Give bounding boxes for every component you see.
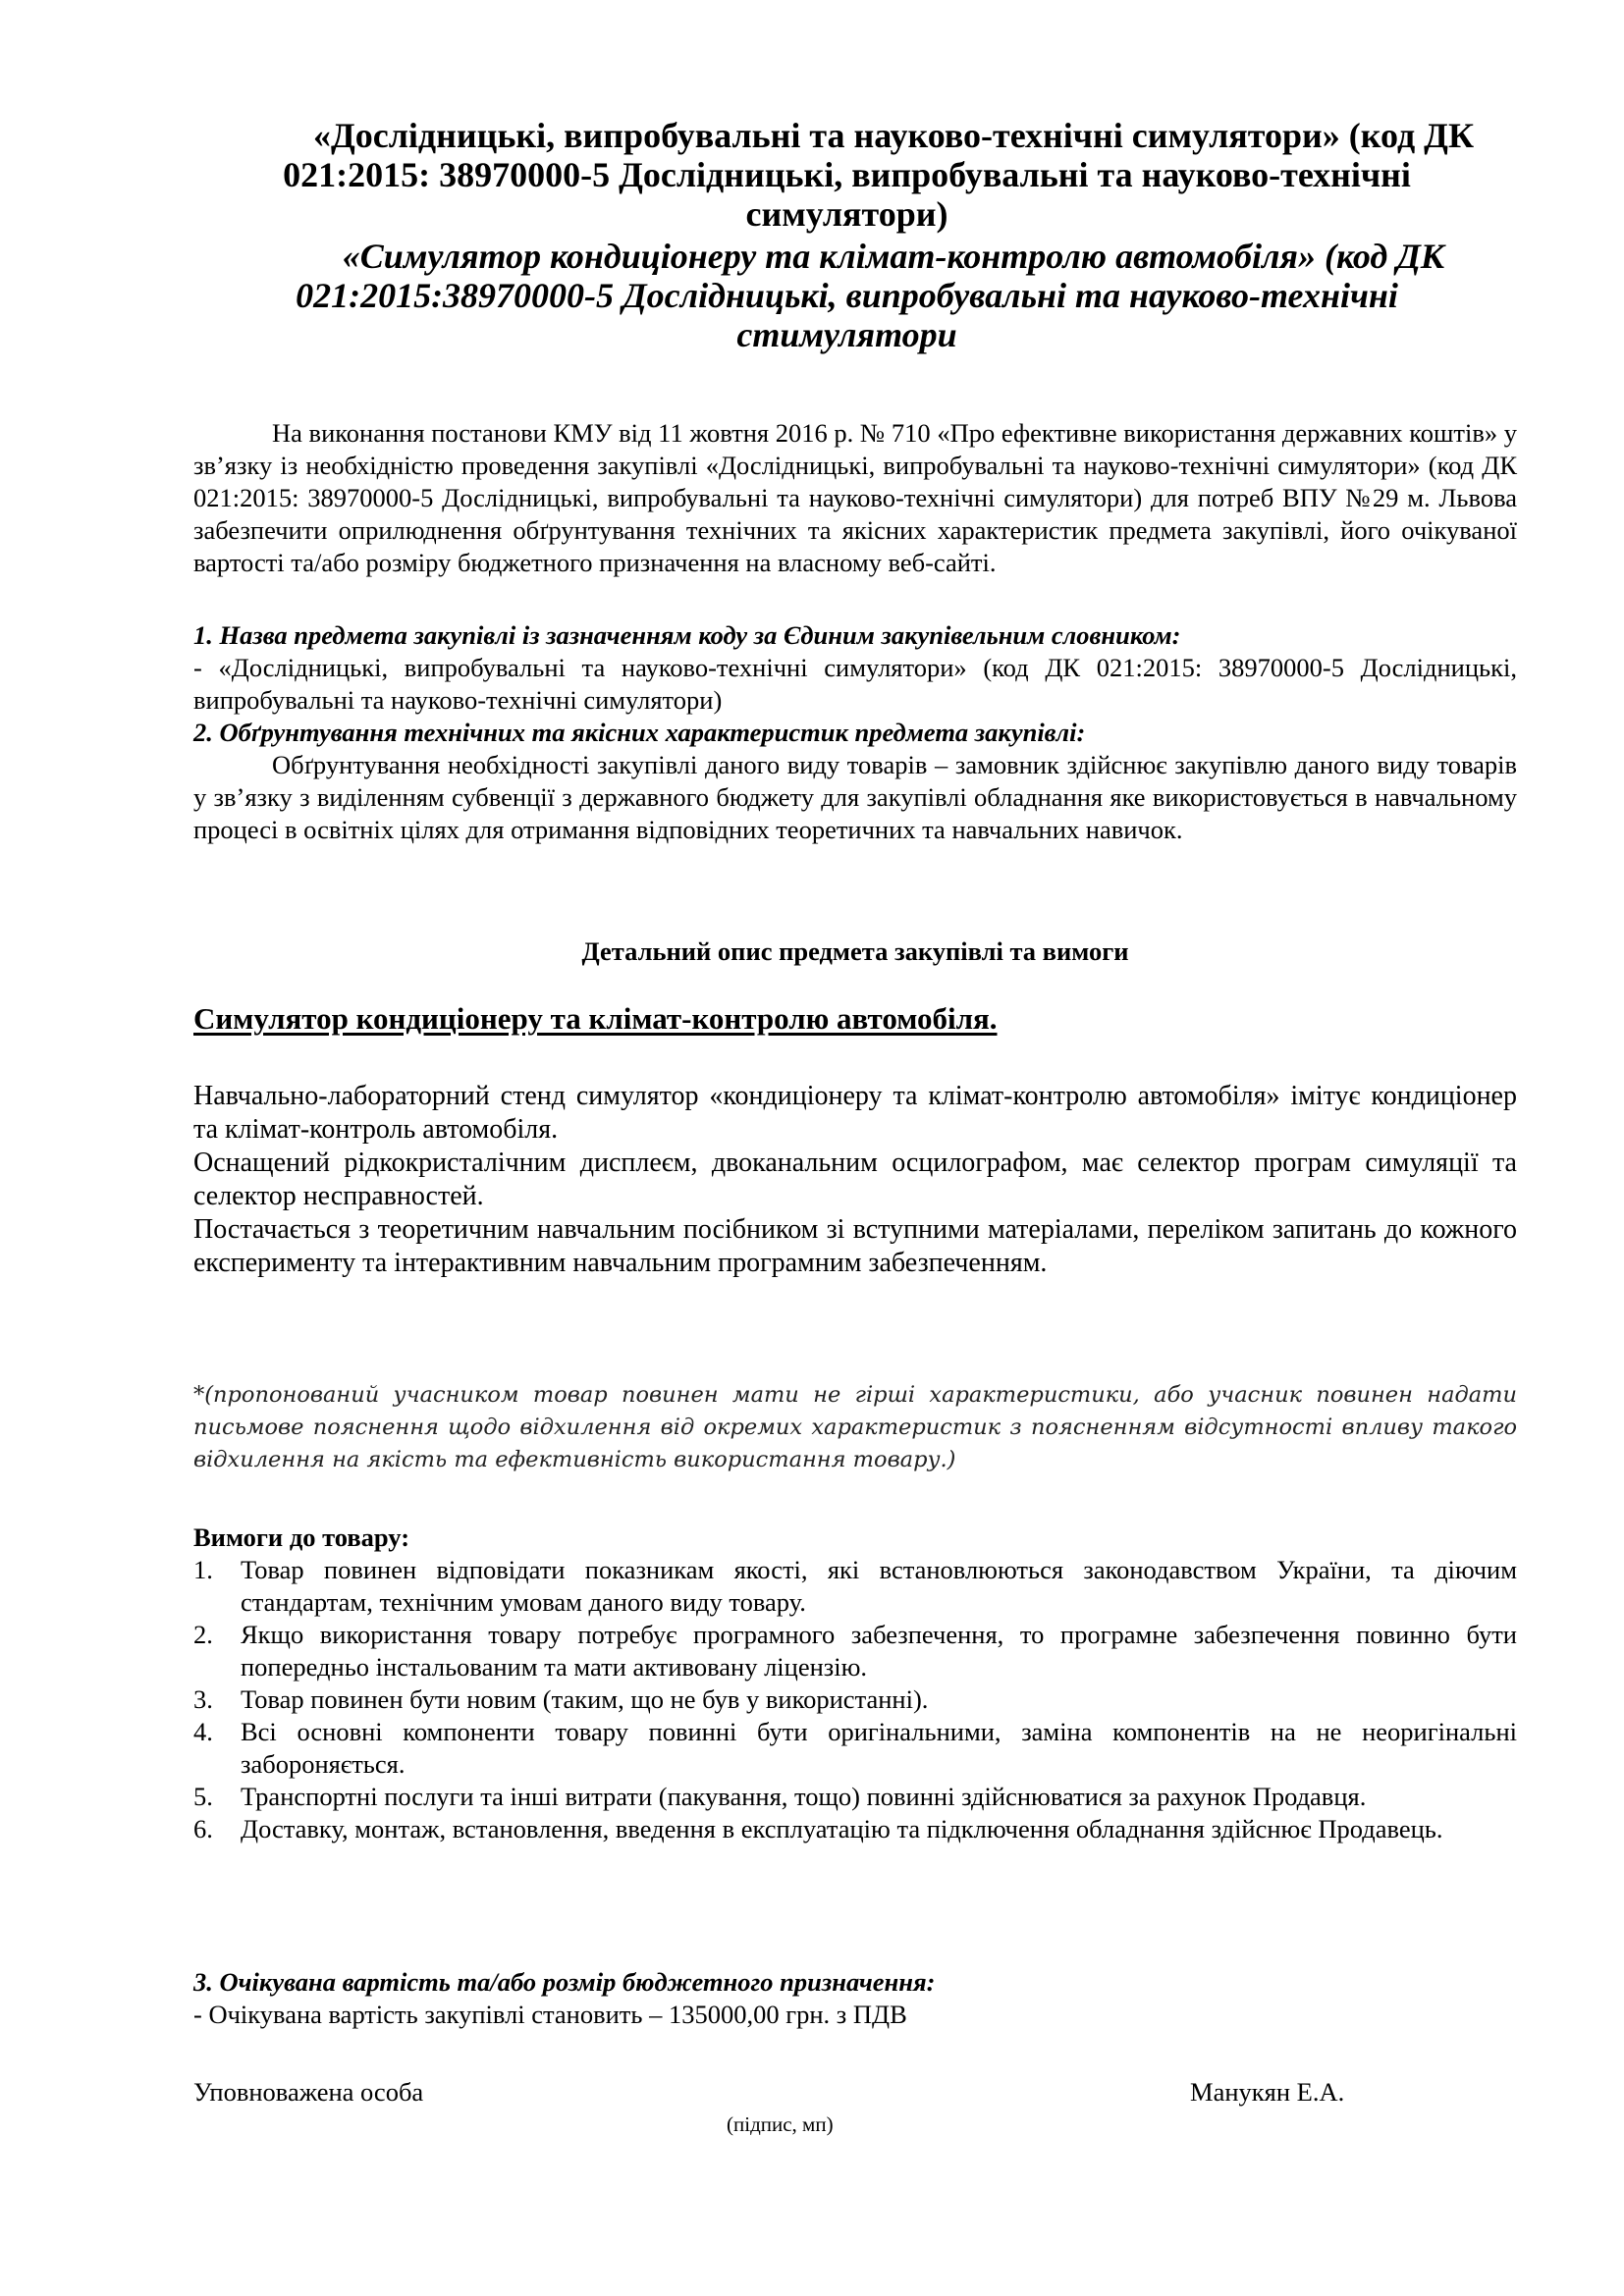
description-paragraph: Навчально-лабораторний стенд симулятор «кондиціонеру та клімат-контролю автомобіля» імітує кондиціонер та клімат-контроль автомобіля.	[193, 1081, 1517, 1145]
list-item-text: Всі основні компоненти товару повинні бути оригінальними, заміна компонентів на не неоригінальні забороняється.	[241, 1717, 1517, 1779]
signature-note: (підпис, мп)	[727, 2112, 834, 2136]
signer-name: Манукян Е.А.	[1190, 2077, 1345, 2107]
section-2-body: Обґрунтування необхідності закупівлі даного виду товарів – замовник здійснює закупівлю даного виду товарів у зв’язку з виділенням субвенції з державного бюджету для закупівлі обладнання яке використовується в навчальному процесі в освітніх цілях для отримання відповідних теоретичних та навчальних навичок.	[193, 750, 1517, 844]
requirements-heading: Вимоги до товару:	[193, 1522, 410, 1552]
title-line-2: «Симулятор кондиціонеру та клімат-контролю автомобіля» (код ДК 021:2015:38970000-5 Дослідницькі, випробувальні та науково-технічні стимулятори	[296, 237, 1445, 354]
list-item	[193, 1716, 1517, 1781]
document-title	[196, 116, 1497, 354]
product-heading: Симулятор кондиціонеру та клімат-контролю автомобіля.	[193, 1001, 998, 1036]
list-item-number: 4.	[193, 1717, 213, 1746]
title-line-1: «Дослідницькі, випробувальні та науково-технічні симулятори» (код ДК 021:2015: 38970000-5 Дослідницькі, випробувальні та науково-технічні симулятори)	[283, 116, 1475, 234]
list-item-text: Транспортні послуги та інші витрати (пакування, тощо) повинні здійснюватися за рахунок Продавця.	[241, 1782, 1367, 1811]
section-3-heading: 3. Очікувана вартість та/або розмір бюджетного призначення:	[193, 1967, 936, 1997]
list-item-number: 1.	[193, 1555, 213, 1584]
list-item	[193, 1683, 1517, 1716]
section-1-heading: 1. Назва предмета закупівлі із зазначенням коду за Єдиним закупівельним словником:	[193, 620, 1181, 650]
list-item	[193, 1813, 1517, 1845]
list-item-number: 3.	[193, 1684, 213, 1714]
list-item-text: Якщо використання товару потребує програмного забезпечення, то програмне забезпечення повинно бути попередньо інстальованим та мати активовану ліцензію.	[241, 1620, 1517, 1682]
section-3-body: - Очікувана вартість закупівлі становить – 135000,00 грн. з ПДВ	[193, 2000, 907, 2029]
list-item	[193, 1554, 1517, 1619]
signer-label: Уповноважена особа	[193, 2077, 424, 2107]
product-description	[193, 1080, 1517, 1280]
section-2-heading: 2. Обґрунтування технічних та якісних характеристик предмета закупівлі:	[193, 718, 1086, 747]
section-1-body: - «Дослідницькі, випробувальні та науково-технічні симулятори» (код ДК 021:2015: 38970000-5 Дослідницькі, випробувальні та науково-технічні симулятори)	[193, 653, 1517, 715]
description-paragraph: Постачається з теоретичним навчальним посібником зі вступними матеріалами, переліком запитань до кожного експерименту та інтерактивним навчальним програмним забезпеченням.	[193, 1214, 1517, 1278]
list-item-text: Доставку, монтаж, встановлення, введення в експлуатацію та підключення обладнання здійснює Продавець.	[241, 1814, 1443, 1843]
note-paragraph: *(пропонований учасником товар повинен мати не гірші характеристики, або учасник повинен надати письмове пояснення щодо відхилення від окремих характеристик з поясненням відсутності впливу такого відхилення на якість та ефективність використання товару.)	[193, 1382, 1517, 1472]
list-item-number: 6.	[193, 1814, 213, 1843]
list-item	[193, 1619, 1517, 1683]
list-item-text: Товар повинен бути новим (таким, що не був у використанні).	[241, 1684, 929, 1714]
description-paragraph: Оснащений рідкокристалічним дисплеєм, двоканальним осцилографом, має селектор програм симуляції та селектор несправностей.	[193, 1148, 1517, 1211]
detail-heading: Детальний опис предмета закупівлі та вимоги	[581, 936, 1129, 966]
list-item-text: Товар повинен відповідати показникам якості, які встановлюються законодавством України, та діючим стандартам, технічним умовам даного виду товару.	[241, 1555, 1517, 1617]
intro-paragraph: На виконання постанови КМУ від 11 жовтня 2016 р. № 710 «Про ефективне використання державних коштів» у зв’язку із необхідністю проведення закупівлі «Дослідницькі, випробувальні та науково-технічні симулятори» (код ДК 021:2015: 38970000-5 Дослідницькі, випробувальні та науково-технічні симулятори) для потреб ВПУ №29 м. Львова забезпечити оприлюднення обґрунтування технічних та якісних характеристик предмета закупівлі, його очікуваної вартості та/або розміру бюджетного призначення на власному веб-сайті.	[193, 418, 1517, 577]
list-item-number: 2.	[193, 1620, 213, 1649]
requirements-list	[193, 1554, 1517, 1845]
list-item-number: 5.	[193, 1782, 213, 1811]
list-item	[193, 1781, 1517, 1813]
